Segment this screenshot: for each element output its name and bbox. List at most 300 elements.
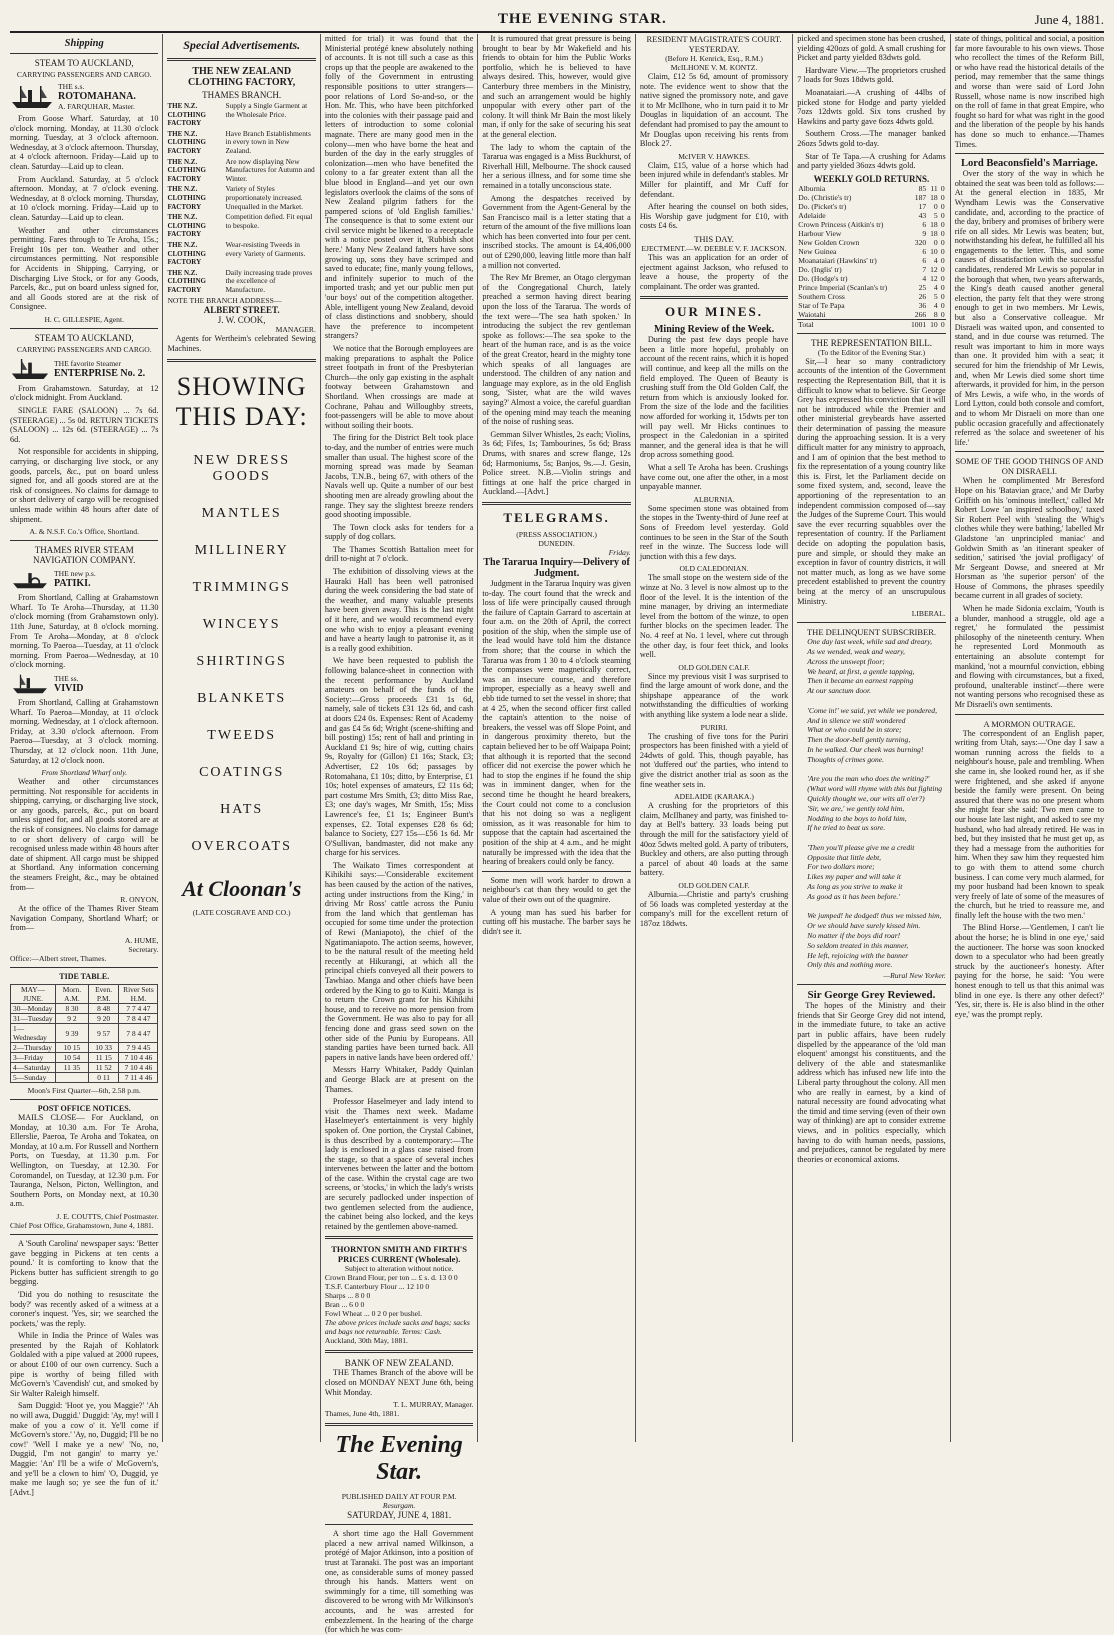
paragraph: Sir,—I hear so many contradictory accounts of the intention of the Government respecting the Representation Bill, that it is difficult to know what to believe. Sir George Grey has expressed his conviction that it will not be introduced while the Premier and other ministerial greybeards have asserted their determination of passing the measure during the approaching session. It is a very difficult matter for any ministry to approach, and I am of opinion that the best method to fix the representation of a young country like this is. First, let the Parliament decide on some fixed system, and, second, leave the apportioning of the representation to an independent commission composed of—say the Judges of the Supreme Court. This would save the ever recurring squabbles over the representation of country. If the Parliament decide on adopting the population basis, pure and simple, or should they make an exception in favor of country districts, it will not matter much, as long as we have some precedent established to prevent the country being at the mercy of an unscrupulous Ministry. <box>797 356 946 606</box>
ad-row <box>167 185 315 211</box>
cell: 1—Wednesday <box>11 1024 56 1043</box>
paragraph: While in India the Prince of Wales was presented by the Rajah of Kohlatork Goldaled with a pipe valued at 2000 rupees, or about £100 of our own currency. Such a pipe is worthy of being filled with McGovern's 'Cavendish' cut, and smoked by Sir Walter Raleigh himself. <box>10 1331 159 1398</box>
cell: 9 2 <box>56 1014 89 1024</box>
paragraph: 'Did you do nothing to resuscitate the body?' was recently asked of a witness at a coroner's inquest. 'Yes, sir; we searched the pockets,' was the reply. <box>10 1289 159 1328</box>
ad-row-text: Supply a Single Garment at the Wholesale Price. <box>225 101 308 119</box>
cell: 7 11 4 46 <box>119 1073 158 1083</box>
table-row <box>797 256 945 265</box>
table-row <box>797 310 945 320</box>
amount-cell: 0 <box>940 282 945 292</box>
paragraph: The Blind Horse.—'Gentlemen, I can't lie about the horse; he is blind in one eye,' said the auctioneer. The horse was soon knocked down to a speculator who had been greatly struck by the auctioneer's honesty. After paying for the horse, he said: 'You were honest enough to tell us that this animal was blind in one eye. Is there any other defect?' 'Yes, sir, there is. He is also blind in the other eye,' was the prompt reply. <box>954 923 1105 1019</box>
paragraph: It is rumoured that great pressure is being brought to bear by Mr Wakefield and his friends to obtain for him the Public Works portfolio, which he is believed to have always desired. This, however, would give Canterbury three members in the Ministry, and such an arrangement would be highly unpopular with every other part of the colony. It will think Mr Bain the most likely man, if only for the sake of securing his seat at the general election. <box>482 34 631 139</box>
telegrams-heading: TELEGRAMS. <box>503 509 610 525</box>
paragraph: Over the story of the way in which he obtained the seat was been told as follows:—At the general election in 1835, Mr Wyndham Lewis was the Conservative candidate, and, according to the practice of the day, bribery and promises of bribery were rife on all sides. Mr Lewis was beaten; but, notwithstanding his defeat, he fulfilled all his engagements to the letter. This, and some causes of dissatisfaction with the successful candidates, rendered Mr Lewis so popular in the borough that when, two years afterwards, the King's death caused another general election, the party felt that they were strong enough to get in two members. Mr Lewis, but also a Conservative colleague. Mr Disraeli was waited upon, and consented to stand, and in due course was returned. The result was important to him in more ways than one. It provided him with a seat; it secured for him the friendship of Mr Lewis, and, when Mr Lewis died some short time afterwards, it provided for him, in the person of Mrs Lewis, a wife who, in the words of Lord Lytton, could both console and comfort, and to whom Mr Disraeli on more than one public occasion gracefully and affectionately referred as 'the solace and sweetener of his life.' <box>954 169 1105 447</box>
cell: 7 9 4 45 <box>119 1043 158 1053</box>
paragraph: When he complimented Mr Beresford Hope on his 'Batavian grace,' and Mr Darby Griffith on his 'ominous intellect,' called Mr Robert Lowe 'an inspired schoolboy,' taxed Sir Robert Peel with 'stealing the Whig's clothes while they were bathing,' labelled Mr Gladstone 'an unprincipled maniac' and Goldwin Smith as 'an itinerant speaker of sedition,' satirised 'the jovial profligacy' of Mr Sergeant Dowse, and sneered at Mr Horsman as 'the superior person' of the House of Commons, the phrases speedily became current in all grades of society. <box>954 476 1105 601</box>
paragraph: Messrs Harry Whitaker, Paddy Quinlan and George Black are at present on the Thames. <box>324 1065 474 1094</box>
amount-cell: 0 <box>933 201 938 211</box>
newspaper-title: THE EVENING STAR. <box>497 11 667 27</box>
divider <box>10 1234 158 1235</box>
manager-name: J. W. COOK, <box>217 315 266 326</box>
divider <box>955 451 1104 452</box>
table-row <box>797 292 945 301</box>
amount-cell: 18 <box>930 192 938 202</box>
table-row <box>11 1063 158 1073</box>
ship-master: A. FARQUHAR, Master. <box>58 102 135 111</box>
cell: 9 57 <box>88 1024 119 1043</box>
paragraph: picked and specimen stone has been crushed, yielding 420ozs of gold. A small crushing for Picket and party yielded 83dwts gold. <box>797 34 946 63</box>
poem-line: (What word will rhyme with this but fighting <box>807 784 943 794</box>
branch-note: NOTE THE BRANCH ADDRESS— <box>167 296 282 306</box>
paragraph: Some men will work harder to drown a neighbour's cat than they would to get the value of their own out of the quagmire. <box>482 875 631 904</box>
table-row <box>797 247 945 256</box>
paragraph: Claim, £15, value of a horse which had been injured while in defendant's stables. Mr Miller for plaintiff, and Mr Cuff for defendant. <box>639 160 789 199</box>
paragraph: During the past few days people have been a little more hopeful, probably on account of the recent rains, which it is hoped will continue, and keep all the mills on the field employed. The Queen of Beauty is crushing stuff from the Old Golden Calf, the return from which is anxiously looked for. From the size of the lode and the facilities now afforded for working it, 15dwts per ton will pay well. Mr Hicks continues to prospect in the Caledonian in a spirited manner, and the general idea is that he will drop across something good. <box>639 335 789 460</box>
amount-cell: 25 <box>918 282 927 292</box>
ship-ad-text <box>54 359 145 379</box>
tide-title: TIDE TABLE. <box>59 972 110 981</box>
cell: 11 35 <box>56 1063 89 1073</box>
mine-cell: Prince Imperial (Scanlan's tr) <box>798 282 888 292</box>
section-heading: Shipping <box>64 38 104 49</box>
divider <box>325 1423 473 1426</box>
steamship-icon <box>10 673 50 695</box>
divider <box>167 359 315 362</box>
poem-line: Nodding to the boys to hold him, <box>807 813 907 823</box>
price-row: Fowl Wheat ... 0 2 0 per bushel. <box>324 1309 422 1319</box>
manager-title: MANAGER. <box>275 325 316 335</box>
cell: 2—Thursday <box>11 1043 56 1053</box>
paragraph: Southern Cross.—The manager banked 26ozs 5dwts gold to-day. <box>797 129 946 148</box>
amount-cell: 0 <box>940 228 945 238</box>
table-row <box>797 184 945 193</box>
paragraph: MAILS CLOSE— For Auckland, on Monday, at 10.30 a.m. For Te Aroha, Ellerslie, Paeroa, Te Aroha and Tokatea, on Monday, at 10 a.m. For Russell and Northern Ports, on Tuesday, at 11.30 p.m. For Wellington, on Tuesday, at 12.30. For Coromandel, on Tuesday, at 12.30 p.m. For Tauranga, Nelson, Picton, Wellington, and Southern Ports, on Monday next, at 10.30 a.m. <box>10 1113 159 1209</box>
paragraph: A young man has sued his barber for cutting off his mustache. The barber says he didn't see it. <box>482 907 631 936</box>
paragraph: What a sell Te Aroha has been. Crushings have come out, one after the other, in a most unpayable manner. <box>639 463 789 492</box>
amount-cell: 4 <box>922 273 927 283</box>
paragraph: The small stope on the western side of the winze at No. 3 level is now almost up to the floor of the level. It is the intention of the mine manager, by driving an intermediate level from the bottom of the winze, to open further blocks on the specimen leader. The No. 4 reef at No. 1 level, where cut through the other day, is four feet thick, and looks well. <box>639 573 789 660</box>
amount-cell: 266 <box>914 309 927 319</box>
poem <box>797 638 945 970</box>
divider <box>325 1524 473 1525</box>
ad-row-text: Are now displaying New Manufactures for Autumn and Winter. <box>225 156 315 183</box>
column-advertisements <box>163 34 320 1442</box>
paragraph: The hopes of the Ministry and their friends that Sir George Grey did not intend, in the immediate future, to take an active part in public affairs, have been rudely dispelled by the appearance of the 'old man eloquent' amongst his constituents, and the delivery of the able and statesmanlike address which has infused new life into the Liberal party throughout the colony. All men who are really in earnest, by a kind of natural necessity are found advocating what the timid and time serving (even of their own way of thinking) are apt to consider extreme views, and in politics especially, which having to do with human needs, passions, and prejudices, cannot be regulated by mere theories or economical axioms. <box>797 1001 946 1164</box>
ad-branch: THAMES BRANCH. <box>202 90 282 100</box>
paragraph: Claim, £12 5s 6d, amount of promissory note. The evidence went to show that the native signed the promissory note, and gave it to Mr McIlhone, who in turn paid it to Mr Douglas in liquidation of an account. The defendant had promised to pay the amount to Mr Douglas upon receiving his rents from Block 27. <box>639 72 789 149</box>
poem-line: 'Then you'll please give me a credit <box>807 842 915 852</box>
note: From Shortland Wharf only. <box>41 768 128 778</box>
ad-row-label: THE N.Z. CLOTHING FACTORY <box>167 129 206 155</box>
case-title: EJECTMENT.—W. DEEBLE V. F. JACKSON. <box>641 243 787 253</box>
table-row <box>797 283 945 292</box>
paragraph: This was an application for an order of ejectment against Jackson, who refused to leave a house, the property of the complainant. The order was granted. <box>639 252 789 291</box>
ship-prefix: THE ss. <box>54 673 79 683</box>
post-date: Chief Post Office, Grahamstown, June 4, 1881. <box>10 1220 154 1230</box>
paragraph: state of things, political and social, a position far more favourable to his own views. Those who recollect the times of the Reform Bill, or who have read the historical details of the period, may remember that the same things and worse than were said of Lord John Russell, whose name is now inscribed high on the roll of fame in that great Empire, who fought so hard for what was right in the good and the liberation of the people by his hands has done so much to enhance.—Thames Times. <box>954 34 1105 149</box>
tide-header: River Sets H.M. <box>119 985 158 1004</box>
amount-cell: 26 <box>918 291 927 301</box>
paragraph: The Waikato Times correspondent at Kihikihi says:—'Considerable excitement has been caused by the action of the natives, acting under instructions from the King,' in driving Mr Ross' cattle across the Puniu from the land which that gentleman has occupied for some time under the protection of Rewi (Maniapoto), the chief of the Ngatimaniapoto. The action seems, however, to be the natural result of the meeting held recently at Hikurangi, at which all the principal chiefs conveyed all their powers to Tawhiao. Manga and other chiefs have been ordered by the King to go to Kuiti. Manga is to return the Crown grant for his Kihikihi house, and to receive no more pension from the Government. He was also to pay for all fencing done and grass seed sown on the other side of the Puniu by Europeans. All standing parties have been turned back. All papers in native lands have been ordered off.' <box>324 860 474 1062</box>
poem-line: Opposite that little debt, <box>807 852 882 862</box>
ship-name: PATIKI. <box>54 578 91 590</box>
mines-heading: OUR MINES. <box>665 304 764 320</box>
bank-title: BANK OF NEW ZEALAND. <box>344 1358 454 1369</box>
poem-line: Across the unswept floor; <box>807 656 885 666</box>
ad-title: STEAM TO AUCKLAND, <box>34 332 134 343</box>
show-item: NEW DRESS GOODS <box>193 452 291 484</box>
poem-line: So seldom treated in this manner, <box>807 940 909 950</box>
table-row <box>797 238 945 247</box>
ship-ad <box>10 568 158 590</box>
cell: 9 20 <box>88 1014 119 1024</box>
ad-title: STEAM TO AUCKLAND, <box>34 58 134 68</box>
poem-line: One day last week, while sad and dreary, <box>807 637 933 647</box>
ad-row-text: Have Branch Establishments in every town in New Zealand. <box>225 128 311 155</box>
ship-ad <box>10 673 158 695</box>
divider <box>797 622 945 623</box>
mine-cell: Adelaide <box>798 210 826 220</box>
amount-cell: 0 <box>940 237 945 247</box>
ship-ad-text <box>54 569 96 589</box>
poem-line: We jumped! he dodged! thus we missed him, <box>807 911 942 921</box>
cell: 7 7 4 47 <box>119 1004 158 1014</box>
poem-line: For two dollars more; <box>807 862 875 872</box>
paragraph: The Town clock asks for tenders for a supply of dog collars. <box>324 522 474 542</box>
ad-row-label: THE N.Z. CLOTHING FACTORY <box>167 157 206 183</box>
mine-cell: Do. (Picket's tr) <box>798 201 847 211</box>
paragraph: At the office of the Thames River Steam Navigation Company, Shortland Wharf; or from— <box>10 904 159 933</box>
amount-cell: 43 <box>918 210 927 220</box>
paragraph: After hearing the counsel on both sides, His Worship gave judgment for £10, with costs £4 6s. <box>639 202 789 231</box>
paragraph: The Thames Scottish Battalion meet for drill to-night at 7 o'clock. <box>324 544 474 564</box>
cell: 11 15 <box>88 1053 119 1063</box>
table-row <box>797 211 945 220</box>
amount-cell: 0 <box>940 273 945 283</box>
dateline-day: Friday. <box>608 547 631 557</box>
poem-line: 'Sir, we are,' we gently told him, <box>807 803 905 813</box>
poem-source: —Rural New Yorker. <box>883 971 946 981</box>
paragraph: Weather and other circumstances permitting. Not responsible for accidents in shipping, carrying, or discharging live stock, or any goods, parcels, &c., put on board unless signed for, and all goods stored are at the risk of consignees. No claims for damage to or short delivery of cargo will be recognised unless made within 48 hours after date of shipment. All cargo must be shipped at Shortland. Any information concerning the steamers Freight, &c., may be obtained from— <box>10 777 159 892</box>
paragraph: Weather and other circumstances permitting. Fares through to Te Aroha, 15s.; Freight 10s per ton. Weather and other circumstances permitting. Not responsible for Accidents in Shipping, Carrying, or Discharging Live Stock, or for any Goods, Parcels, &c., put on board unless signed for, and all Goods stored are at the risk of Consignee. <box>10 225 159 312</box>
bank-date: Thames, June 4th, 1881. <box>324 1409 400 1419</box>
paragraph: Judgment in the Tararua Inquiry was given to-day. The court found that the wreck and loss of life were principally caused through the failure of Captain Garrard to ascertain at four a.m. on the 20th of April, the correct position of the ship, when the simple use of the lead would have told him the distance from shore; that the course in which the Tararua was from 1 30 to 4 o'clock steaming the compasses were magnetically correct, was an insecure course, and therefore improper, especially as a heavy swell and ebb tide turned to set the vessel in shore; that at 4 25, when the second officer first called the captain's attention to the noise of breakers, the vessel was off Slope Point, and in dangerous proximity thereto, but the captain believed her to be off Waipapa Point; that although it is reported that the second officer did not exercise the power which he had to stop the engines if he found the ship was in imminent danger, when for the second time he thought he heard breakers, the Court could not come to a conclusion that his not doing so was a negligent omission, as it was reasonable for him to suppose that the captain had ascertained the position of the ship at 4 a.m., and he might naturally be impressed with the idea that the hearing of breakers could only be fancy. <box>482 578 631 867</box>
table-row <box>797 274 945 283</box>
mine-cell: Harbour View <box>798 228 842 238</box>
mine-cell: Do. (Christie's tr) <box>798 192 852 202</box>
postmaster-signature: J. E. COUTTS, Chief Postmaster. <box>56 1211 159 1221</box>
poem-line: Quickly thought we, our wits all o'er?) <box>807 793 925 803</box>
paragraph: Not responsible for accidents in shipping, carrying, or discharging live stock, or any goods, parcels, &c., put on board unless signed for, and all goods stored are at the risk of consignees. No claims for damage to or short delivery of cargo will be recognised unless made within 48 hours after date of shipment. <box>10 447 159 524</box>
article-headline: A MORMON OUTRAGE. <box>983 718 1076 729</box>
article-headline: The Tararua Inquiry—Delivery of Judgment. <box>483 556 630 579</box>
editorial-subtitle: PUBLISHED DAILY AT FOUR P.M. <box>341 1492 457 1502</box>
ad-row-text: Competition defied. Fit equal to bespoke. <box>225 212 313 230</box>
divider <box>955 714 1104 715</box>
columns <box>6 34 1108 1635</box>
divider <box>10 328 158 329</box>
mine-cell: New Guinea <box>798 246 837 256</box>
divider <box>482 871 630 872</box>
tide-header: Even. P.M. <box>88 985 119 1004</box>
cell: 7 10 4 46 <box>119 1063 158 1073</box>
mine-name: PURIRI. <box>700 722 728 732</box>
ship-prefix: THE favorite Steamer <box>54 358 122 368</box>
ad-row-label: THE N.Z. CLOTHING FACTORY <box>167 213 206 239</box>
poem-line <box>807 697 945 706</box>
paragraph: A short time ago the Hall Government placed a new arrival named Wilkinson, a protégé of Major Atkinson, into a position of trust at Taranaki. The post was an important one, as considerable sums of money passed through his hands. Matters went on swimmingly for a time, till something was discovered to be wrong with Mr Wilkinson's accounts, and he was arrested for embezzlement. In the hearing of the charge (for which he was com- <box>324 1529 474 1635</box>
column-news <box>478 34 635 1442</box>
ad-row <box>167 241 315 267</box>
amount-cell: 8 <box>933 309 938 319</box>
amount-cell: 0 <box>939 319 946 329</box>
cell: 0 11 <box>88 1073 119 1083</box>
mine-name: OLD GOLDEN CALF. <box>678 880 750 890</box>
amount-cell: 320 <box>914 237 927 247</box>
amount-cell: 0 <box>940 183 945 193</box>
show-item: COATINGS <box>199 764 285 780</box>
tide-table <box>10 984 158 1083</box>
ad-row-label: THE N.Z. CLOTHING FACTORY <box>167 102 206 128</box>
divider <box>797 333 945 334</box>
poem-line: Likes my paper and will take it <box>807 872 901 882</box>
divider <box>482 502 630 505</box>
cell: 10 33 <box>88 1043 119 1053</box>
paragraph: mitted for trial) it was found that the Ministerial protégé knew absolutely nothing of accounts. It is not till such a case as this crops up that the people are awakened to the folly of the Government in entrusting responsible positions to utter strangers—poor relations of Lord So-and-so, or the Hon. Mr. This, who have been pitchforked into the colonies with their passage paid and letters of introduction to some colonial magnate. There are many good men in the colony—men who have borne the heat and burden of the day in the early struggles of colonization—men who have benefited the colony to a far greater extent than all the blue blood in England—and yet our own legislators overlook the claims of the sons of New Zealand pilgrim fathers for the pampered scions of 'old English families.' The consequence is that to some extent our civil service might be likened to a receptacle with a notice posted over it, 'Rubbish shot here.' Many New Zealand fathers have sons growing up, sons they have scrimped and saved to educate; fine, manly young fellows, and infinitely superior to much of the imported trash; and yet our public men put 'our boys' out of the competition altogether. Able, intelligent young New Zealand, devoid of class distinctions and snobbery, should have the preference to incompetent strangers? <box>324 34 474 341</box>
amount-cell: 18 <box>930 228 938 238</box>
poem-line: 'Come in!' we said, yet while we pondered, <box>807 705 937 715</box>
mine-cell: Southern Cross <box>798 291 845 301</box>
court-day: YESTERDAY. <box>688 44 740 54</box>
amount-cell: 12 <box>930 273 938 283</box>
ad-title: THE NEW ZEALAND CLOTHING FACTORY, <box>188 66 296 88</box>
case-title: McIVER V. HAWKES. <box>678 151 750 161</box>
paddle-steamer-icon <box>10 568 50 590</box>
amount-cell: 18 <box>930 219 938 229</box>
cell: 7 8 4 47 <box>119 1014 158 1024</box>
paragraph: From Shortland, Calling at Grahamstown Wharf. To Te Aroha—Thursday, at 11.30 o'clock morning (from Grahamstown only). 11th June, Saturday, at 8 o'clock morning. From Te Aroha—Monday, at 8 o'clock morning. To Paeroa—Tuesday, at 11 o'clock morning. From Paeroa—Wednesday, at 10 o'clock morning. <box>10 593 159 670</box>
amount-cell: 0 <box>940 264 945 274</box>
poem-line: 'Are you the man who does the writing?' <box>807 774 930 784</box>
amount-cell: 187 <box>914 192 927 202</box>
amount-cell: 6 <box>922 246 927 256</box>
ad-row <box>167 269 315 295</box>
paragraph: Moanataiari.—A crushing of 44lbs of picked stone for Hodge and party yielded 7ozs 12dwts gold. Six tons crushed by Hawkins and party gave 6ozs 4dwts gold. <box>797 87 946 126</box>
amount-cell: 0 <box>940 291 945 301</box>
ship-name: ENTERPRISE No. 2. <box>54 367 146 379</box>
poem-line <box>807 766 945 775</box>
price-row: Crown Brand Flour, per ton ... £ s. d. 13 0 0 <box>324 1273 458 1283</box>
poem-line: Only this and nothing more. <box>807 960 893 970</box>
amount-cell: 0 <box>940 192 945 202</box>
ship-name: VIVID <box>54 682 84 694</box>
mine-name: ADELAIDE (KARAKA.) <box>674 792 754 802</box>
paragraph: Among the despatches received by Government from the Agent-General by the San Francisco mail is a letter stating that a return of the amount of the five millions loan which has been converted into four per cent. inscribed stocks. The amount is £4,406,000 out of £290,000, leaving little more than half a million not converted. <box>482 193 631 270</box>
case-title: McILHONE V. M. KONTZ. <box>670 63 758 72</box>
amount-cell: 10 <box>930 246 938 256</box>
poem-line: And in silence we still wondered <box>807 715 906 725</box>
poem-line <box>807 834 945 843</box>
column-gold-returns <box>793 34 950 1442</box>
gold-total-row <box>797 319 945 329</box>
ad-title: THORNTON SMITH AND FIRTH'S PRICES CURRENT (Wholesale). <box>331 1244 468 1265</box>
poem-line: As good as it has been before.' <box>807 891 900 901</box>
ad-subtitle: Subject to alteration without notice. <box>344 1264 454 1274</box>
paragraph: THE Thames Branch of the above will be closed on MONDAY NEXT June 6th, being Whit Monday. <box>324 1368 474 1397</box>
table-row <box>797 220 945 229</box>
amount-cell: 85 <box>918 183 927 193</box>
table-row <box>11 1073 158 1083</box>
cell: 9 39 <box>56 1024 89 1043</box>
branch-address: ALBERT STREET. <box>203 305 280 316</box>
amount-cell: 11 <box>930 183 938 193</box>
amount-cell: 4 <box>933 282 938 292</box>
mine-cell: Moanataiari (Hawkins' tr) <box>798 255 877 265</box>
divider <box>167 58 315 61</box>
letter-address: (To the Editor of the Evening Star.) <box>817 347 926 357</box>
price-row: Bran ... 6 0 0 <box>324 1300 365 1310</box>
amount-cell: 0 <box>933 237 938 247</box>
cell: 7 10 4 46 <box>119 1053 158 1063</box>
poem-line: As we wended, weak and weary, <box>807 646 905 656</box>
fares: SINGLE FARE (SALOON) ... 7s 6d. (STEERAGE) ... 5s 0d. RETURN TICKETS (SALOON) ... 12s 6d. (STEERAGE) ... 7s 6d. <box>10 406 159 444</box>
paragraph: Hardware View.—The proprietors crushed 7 loads for 9ozs 18dwts gold. <box>797 65 946 85</box>
ship-prefix: THE s.s. <box>58 82 85 91</box>
amount-cell: 4 <box>933 255 938 265</box>
cell: 7 8 4 47 <box>119 1024 158 1043</box>
table-row <box>11 1043 158 1053</box>
letter-title: THE REPRESENTATION BILL. <box>810 337 932 348</box>
mine-cell: Do. (Inglis' tr) <box>798 264 842 274</box>
ad-row <box>167 158 315 184</box>
poem-line: Or we should have surely kissed him. <box>807 921 921 931</box>
court-day: THIS DAY. <box>694 233 734 244</box>
poem-line: If he tried to beat us sore. <box>807 823 886 833</box>
paragraph: The crushing of five tons for the Puriri prospectors has been finished with a yield of 24dwts of gold. This, though payable, has not 'duffered out' the parties, who intend to give the district another trial as soon as the fine weather sets in. <box>639 731 789 789</box>
masthead <box>10 6 1104 33</box>
mine-cell: Waiotahi <box>798 309 826 319</box>
paragraph: When he made Sidonia exclaim, 'Youth is a blunder, manhood a struggle, old age a regret,' he formulated the pessimist philosophy of the nineteenth century. When he represented Lord Monmouth as entertaining an absolute contempt for mankind, 'not a mournful conviction, ebbing and flowing with circumstances, but a fixed, profound, unalterable instinct'—there were not wanting persons who recognised these as Mr Disraeli's own sentiments. <box>954 604 1105 709</box>
amount-cell: 5 <box>933 210 938 220</box>
divider <box>955 153 1104 154</box>
show-item: MANTLES <box>201 505 282 521</box>
mine-cell: Total <box>797 319 906 329</box>
ship-name: ROTOMAHANA. <box>58 91 136 102</box>
paragraph: Gemman Silver Whistles, 2s each; Violins, 3s 6d; Fifes, 1s; Tambourines, 5s 6d; Brass Drums, with snares and screw flange, 12s 6d; Harmoniums, 5s; Banjos, 9s.—J. Gesin, Police street. N.B.—Violin strings and fittings at one half the price charged in Auckland.—[Advt.] <box>482 429 631 497</box>
ad-row <box>167 130 315 156</box>
mine-cell: New Golden Crown <box>798 237 860 247</box>
tide-header: Morn. A.M. <box>56 985 89 1004</box>
cell: 3—Friday <box>11 1053 56 1063</box>
amount-cell: 12 <box>930 264 938 274</box>
poem-line: As long as you strive to make it <box>807 882 903 892</box>
cell: 10 54 <box>56 1053 89 1063</box>
ship-ad <box>10 357 158 381</box>
paragraph: Sam Duggid: 'Hoot ye, you Maggie?' 'Ah no will awa, Duggid.' Duggid: 'Ay, my! will I make of you a cow o' it. Ye'll come if McGovern's store.' 'Ay, no, Duggid; I'll be no cow!' 'Well I make ye a new' 'No, no, Duggid, I'm not gangin' to marry ye.' Maggie: 'An' I'll be a wife o' McGovern's, and ye'll be a clown to him' 'O, Duggid, ye make me laugh so; ye see the fun of it.' [Advt.] <box>10 1401 159 1497</box>
table-row <box>797 193 945 202</box>
cell: 4—Saturday <box>11 1063 56 1073</box>
price-row: T.S.F. Canterbury Flour ... 12 10 0 <box>324 1282 430 1292</box>
mine-name: OLD CALEDONIAN. <box>679 564 749 574</box>
paragraph: From Grahamstown. Saturday, at 12 o'clock midnight. From Auckland. <box>10 383 159 403</box>
ad-row-text: Variety of Styles proportionately increased. Unequalled in the Market. <box>225 184 304 211</box>
amount-cell: 1001 <box>907 319 928 329</box>
ad-row-label: THE N.Z. CLOTHING FACTORY <box>167 185 206 211</box>
ad-row <box>167 102 315 128</box>
paragraph: From Shortland, Calling at Grahamstown Wharf. To Paeroa—Monday, at 11 o'clock morning. Wednesday, at 1 o'clock afternoon. Friday, at 3.30 o'clock afternoon. From Paeroa—Tuesday, at 3 o'clock morning. Thursday, at 12 o'clock noon. 11th June, Saturday, at 12 o'clock noon. <box>10 697 159 765</box>
poem-line: At our sanctum door. <box>807 686 871 696</box>
mine-cell: Crown Princess (Aitkin's tr) <box>798 219 884 229</box>
poem-line: Then the door-bell gently turning, <box>807 735 911 745</box>
cell: 5—Sunday <box>11 1073 56 1083</box>
divider <box>325 1350 473 1353</box>
ship-prefix: THE new p.s. <box>54 569 96 579</box>
mining-review-heading: Mining Review of the Week. <box>653 324 775 336</box>
paragraph: The exhibition of dissolving views at the Hauraki Hall has been well patronised during the week considering the bad state of the weather, and many valuable presents have been given away. This is the last night of it here, and we would recommend every one who wish to enjoy a pleasant evening and have a hearty laugh to patronise it, as it is a really good exhibition. <box>324 567 474 653</box>
ship-ad-text <box>58 82 136 111</box>
paragraph: The correspondent of an English paper, writing from Utah, says:—'One day I saw a woman running across the fields to a neighbour's house, pale and trembling. When she came in, she looked round her, as if she were frightened, and she asked if anyone beside the family were present. On being assured that there was no one present whom she might fear she said: Two men came to our house late last night, and asked to see my husband, who had already retired. He was in bed, but they insisted that he must get up, as they had a message from the authorities for him. When they saw him they requested him to go with them to attend some church business. I can come very much alarmed, for my poor husband had been known to speak very freely of late of some of the measures of the church, but he tried to reassure me, and finally left the house with the two men.' <box>954 728 1105 920</box>
show-item: WINCEYS <box>202 616 281 632</box>
post-office-title: POST OFFICE NOTICES. <box>37 1104 131 1113</box>
column-features <box>951 34 1108 1442</box>
amount-cell: 6 <box>922 255 927 265</box>
show-item: MILLINERY <box>194 542 289 558</box>
show-item: SHIRTINGS <box>196 653 287 669</box>
mine-cell: Do. (Hodge's tr) <box>798 273 848 283</box>
signature: R. ONYON, <box>120 895 159 905</box>
table-row <box>11 1053 158 1063</box>
showing-headline: SHOWING THIS DAY: <box>175 371 308 431</box>
price-row: Sharps ... 8 0 0 <box>324 1291 371 1301</box>
divider <box>10 967 158 968</box>
paragraph: We notice that the Borough employees are making preparations to asphalt the Police street footpath in front of the Presbyterian Church—the only gap existing in the asphalt footway between Grahamstown and Shortland. When crossings are made at Cochrane, Pahau and Willoughby streets, foot-passengers will be able to move about without soiling their boots. <box>324 344 474 430</box>
tide-header: MAY—JUNE. <box>11 985 56 1004</box>
ship-ad <box>10 82 158 111</box>
amount-cell: 0 <box>940 201 945 211</box>
article-headline: Lord Beaconsfield's Marriage. <box>960 158 1098 170</box>
court-heading: RESIDENT MAGISTRATE'S COURT. <box>646 34 782 44</box>
paragraph: The Rev Mr Bremer, an Otago clergyman of the Congregational Church, lately preached a sermon having direct bearing upon the loss of the Tararua. The words of the text were—'The sea hath spoken.' In introducing the subject the rev gentleman spoke as follows:—The sea spoke to the heart of the human race, and is as the voice of the great Creator, heard in the mighty tone which speaks of all languages are understood. The children of any nation and language may explore, as in the old English song, 'Sister, what are the wild waves saying?' Almost a voice, the careful guardian of the opening mind may teach the meaning of the noise of rushing seas. <box>482 273 631 427</box>
divider <box>10 1099 158 1100</box>
amount-cell: 36 <box>918 300 927 310</box>
amount-cell: 0 <box>940 300 945 310</box>
table-row <box>11 1004 158 1014</box>
amount-cell: 0 <box>940 219 945 229</box>
table-row <box>797 265 945 274</box>
signature-title: Secretary. <box>128 945 159 954</box>
store-name: At Cloonan's <box>182 875 302 901</box>
price-note: The above prices include sacks and bags; sacks and bags not returnable. Terms: Cash. <box>324 1318 470 1337</box>
editorial-date: SATURDAY, JUNE 4, 1881. <box>347 1510 452 1521</box>
amount-cell: 7 <box>922 264 927 274</box>
amount-cell: 0 <box>940 210 945 220</box>
paragraph: Star of Te Tapa.—A crushing for Adams and party yielded 36ozs 4dwts gold. <box>797 151 946 171</box>
dateline-place: DUNEDIN. <box>538 538 575 548</box>
section-heading: Special Advertisements. <box>183 38 301 52</box>
paragraph: Agents for Wertheim's celebrated Sewing Machines. <box>167 334 316 354</box>
paragraph: Professor Haselmeyer and lady intend to visit the Thames next week. Madame Haselmeyer's entertainment is very highly spoken of. One portion, the Crystal Cabinet, is thus described by a contemporary:—The lady is enclosed in a glass case raised from the stage, so that a space of several inches intervenes between the latter and the bottom of the case. Within the crystal cage are two screens, or 'stocks,' in which the lady's wrists are securely padlocked under inspection of two gentlemen selected from the audience, the cabinet being also locked, and the keys retained by the gentlemen above-named. <box>324 1097 474 1231</box>
amount-cell: 6 <box>922 219 927 229</box>
poem-line: We heard, at first, a gentle tapping, <box>807 666 915 676</box>
cell: 8 30 <box>56 1004 89 1014</box>
table-row <box>11 1024 158 1043</box>
table-row <box>797 301 945 310</box>
article-headline: Sir George Grey Reviewed. <box>807 989 936 1002</box>
agent-signature: H. C. GILLESPIE, Agent. <box>44 314 124 324</box>
poem-line: Thoughts of crimes gone. <box>807 754 885 764</box>
price-date: Auckland, 30th May, 1881. <box>324 1336 408 1346</box>
paragraph: From Auckland. Saturday, at 5 o'clock afternoon. Monday, at 7 o'clock evening. Wednesday, at 8 o'clock morning. Thursday, at 10 o'clock morning. Friday—Laid up to clean. Saturday—Laid up to clean. <box>10 174 159 222</box>
